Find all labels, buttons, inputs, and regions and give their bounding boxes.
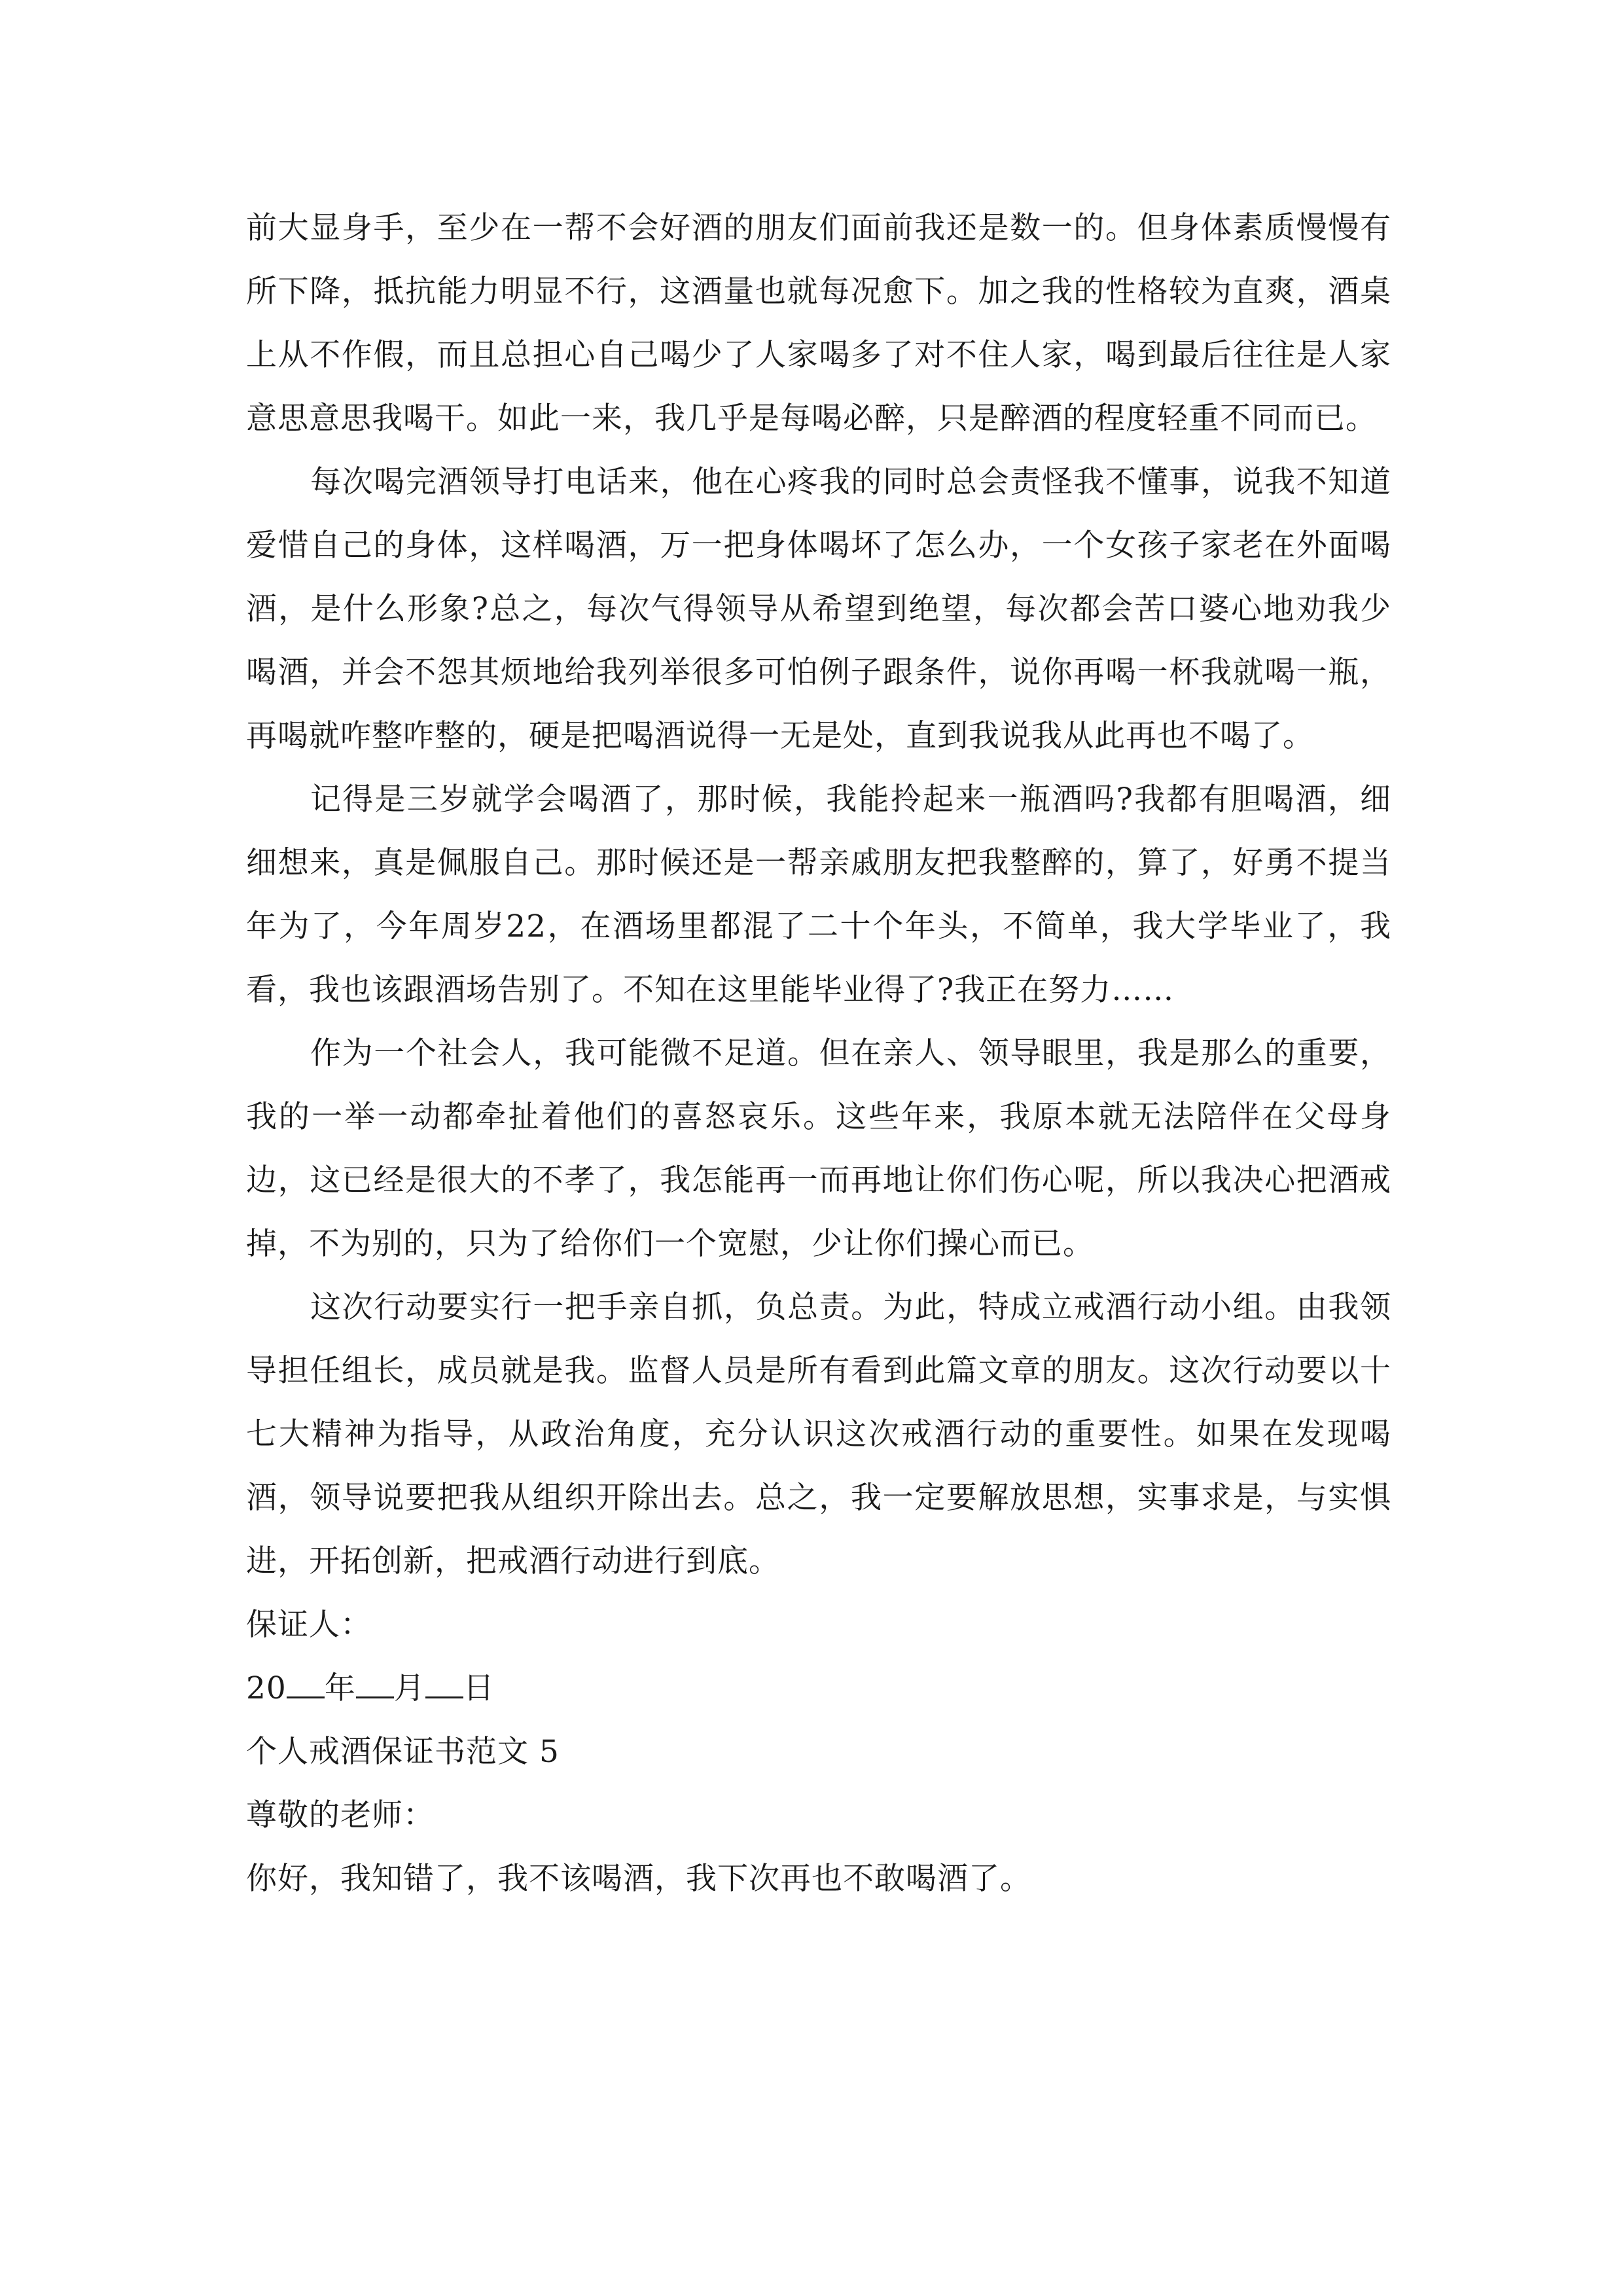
day-blank <box>425 1670 463 1698</box>
document-body <box>246 196 1391 1910</box>
date-month: 月 <box>393 1670 425 1706</box>
section-title: 个人戒酒保证书范文 5 <box>246 1734 560 1770</box>
date-year: 年 <box>324 1670 356 1706</box>
paragraph-2: 每次喝完酒领导打电话来，他在心疼我的同时总会责怪我不懂事，说我不知道爱惜自己的身体，这样喝酒，万一把身体喝坏了怎么办，一个女孩子家老在外面喝酒，是什么形象?总之，每次气得领导从希望到绝望，每次都会苦口婆心地劝我少喝酒，并会不怨其烦地给我列举很多可怕例子跟条件，说你再喝一杯我就喝一瓶，再喝就咋整咋整的，硬是把喝酒说得一无是处，直到我说我从此再也不喝了。 <box>246 464 1391 754</box>
month-blank <box>356 1670 394 1698</box>
salutation: 尊敬的老师： <box>246 1797 435 1833</box>
year-blank <box>287 1670 325 1698</box>
closing-line: 你好，我知错了，我不该喝酒，我下次再也不敢喝酒了。 <box>246 1861 1031 1897</box>
paragraph-1: 前大显身手，至少在一帮不会好酒的朋友们面前我还是数一的。但身体素质慢慢有所下降，抵抗能力明显不行，这酒量也就每况愈下。加之我的性格较为直爽，酒桌上从不作假，而且总担心自己喝少了人家喝多了对不住人家，喝到最后往往是人家意思意思我喝干。如此一来，我几乎是每喝必醉，只是醉酒的程度轻重不同而已。 <box>246 210 1391 437</box>
date-prefix: 20 <box>246 1670 287 1706</box>
paragraph-5: 这次行动要实行一把手亲自抓，负总责。为此，特成立戒酒行动小组。由我领导担任组长，成员就是我。监督人员是所有看到此篇文章的朋友。这次行动要以十七大精神为指导，从政治角度，充分认识这次戒酒行动的重要性。如果在发现喝酒，领导说要把我从组织开除出去。总之，我一定要解放思想，实事求是，与实惧进，开拓创新，把戒酒行动进行到底。 <box>246 1289 1391 1579</box>
guarantor-label: 保证人： <box>246 1607 372 1643</box>
date-line <box>246 1657 1391 1720</box>
paragraph-4: 作为一个社会人，我可能微不足道。但在亲人、领导眼里，我是那么的重要，我的一举一动都牵扯着他们的喜怒哀乐。这些年来，我原本就无法陪伴在父母身边，这已经是很大的不孝了，我怎能再一而再地让你们伤心呢，所以我决心把酒戒掉，不为别的，只为了给你们一个宽慰，少让你们操心而已。 <box>246 1035 1391 1262</box>
date-day: 日 <box>463 1670 495 1706</box>
paragraph-3: 记得是三岁就学会喝酒了，那时候，我能拎起来一瓶酒吗?我都有胆喝酒，细细想来，真是佩服自己。那时候还是一帮亲戚朋友把我整醉的，算了，好勇不提当年为了，今年周岁22，在酒场里都混了二十个年头，不简单，我大学毕业了，我看，我也该跟酒场告别了。不知在这里能毕业得了?我正在努力…… <box>246 781 1391 1008</box>
